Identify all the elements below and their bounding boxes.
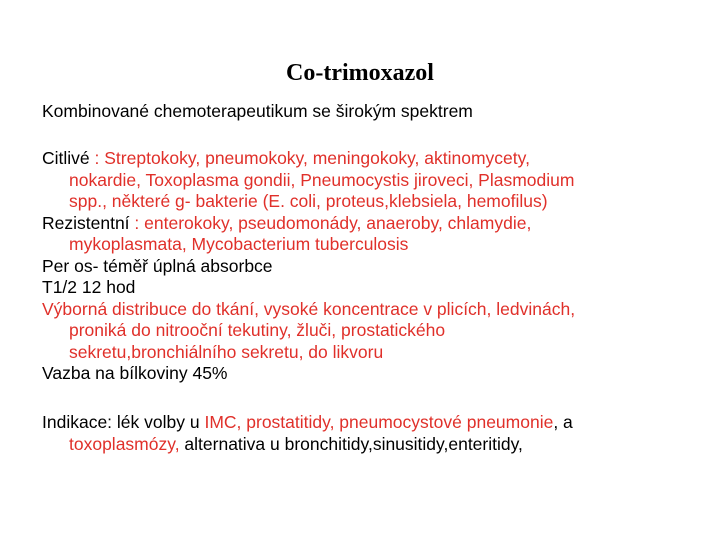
indikace-toxoplasmozy: toxoplasmózy, — [69, 433, 180, 454]
indikace-paragraph — [42, 412, 682, 455]
indikace-label: Indikace: lék volby u — [42, 412, 205, 432]
content-block — [42, 148, 682, 385]
citlive-separator: : — [89, 148, 105, 168]
slide-title — [0, 58, 720, 88]
indikace-red-list: IMC, prostatitidy, pneumocystové pneumonie — [204, 412, 554, 432]
distribuce-paragraph — [42, 299, 682, 364]
distribuce-line-1: Výborná distribuce do tkání, vysoké koncentrace v plicích, ledvinách, — [42, 298, 576, 319]
rezistentni-separator: : — [129, 212, 145, 233]
indikace-comma: , a — [553, 412, 573, 432]
rezistentni-line-2: mykoplasmata, Mycobacterium tuberculosis — [69, 234, 409, 254]
subtitle: Kombinované chemoterapeutikum se širokým spektrem — [42, 101, 473, 121]
per-os-paragraph: Per os- téměř úplná absorbce — [42, 255, 273, 276]
rezistentni-line-1: enterokoky, pseudomonády, anaeroby, chlamydie, — [144, 212, 532, 233]
slide-title-text: Co-trimoxazol — [286, 60, 434, 86]
indikace-alternativa: alternativa u bronchitidy,sinusitidy,enteritidy, — [179, 433, 523, 454]
citlive-paragraph — [42, 148, 682, 213]
distribuce-line-3: sekretu,bronchiálního sekretu, do likvoru — [69, 341, 384, 362]
citlive-line-1: Streptokoky, pneumokoky, meningokoky, aktinomycety, — [104, 148, 530, 168]
citlive-line-2: nokardie, Toxoplasma gondii, Pneumocystis jiroveci, Plasmodium — [69, 169, 575, 190]
indikace-block — [42, 412, 682, 455]
rezistentni-paragraph — [42, 213, 682, 256]
citlive-line-3: spp., některé g- bakterie (E. coli, proteus,klebsiela, hemofilus) — [69, 191, 548, 211]
distribuce-line-2: proniká do nitrooční tekutiny, žluči, prostatického — [69, 320, 446, 340]
rezistentni-label: Rezistentní — [42, 212, 130, 233]
half-life-paragraph: T1/2 12 hod — [42, 277, 136, 297]
vazba-paragraph: Vazba na bílkoviny 45% — [42, 363, 228, 383]
citlive-label: Citlivé — [42, 148, 90, 168]
